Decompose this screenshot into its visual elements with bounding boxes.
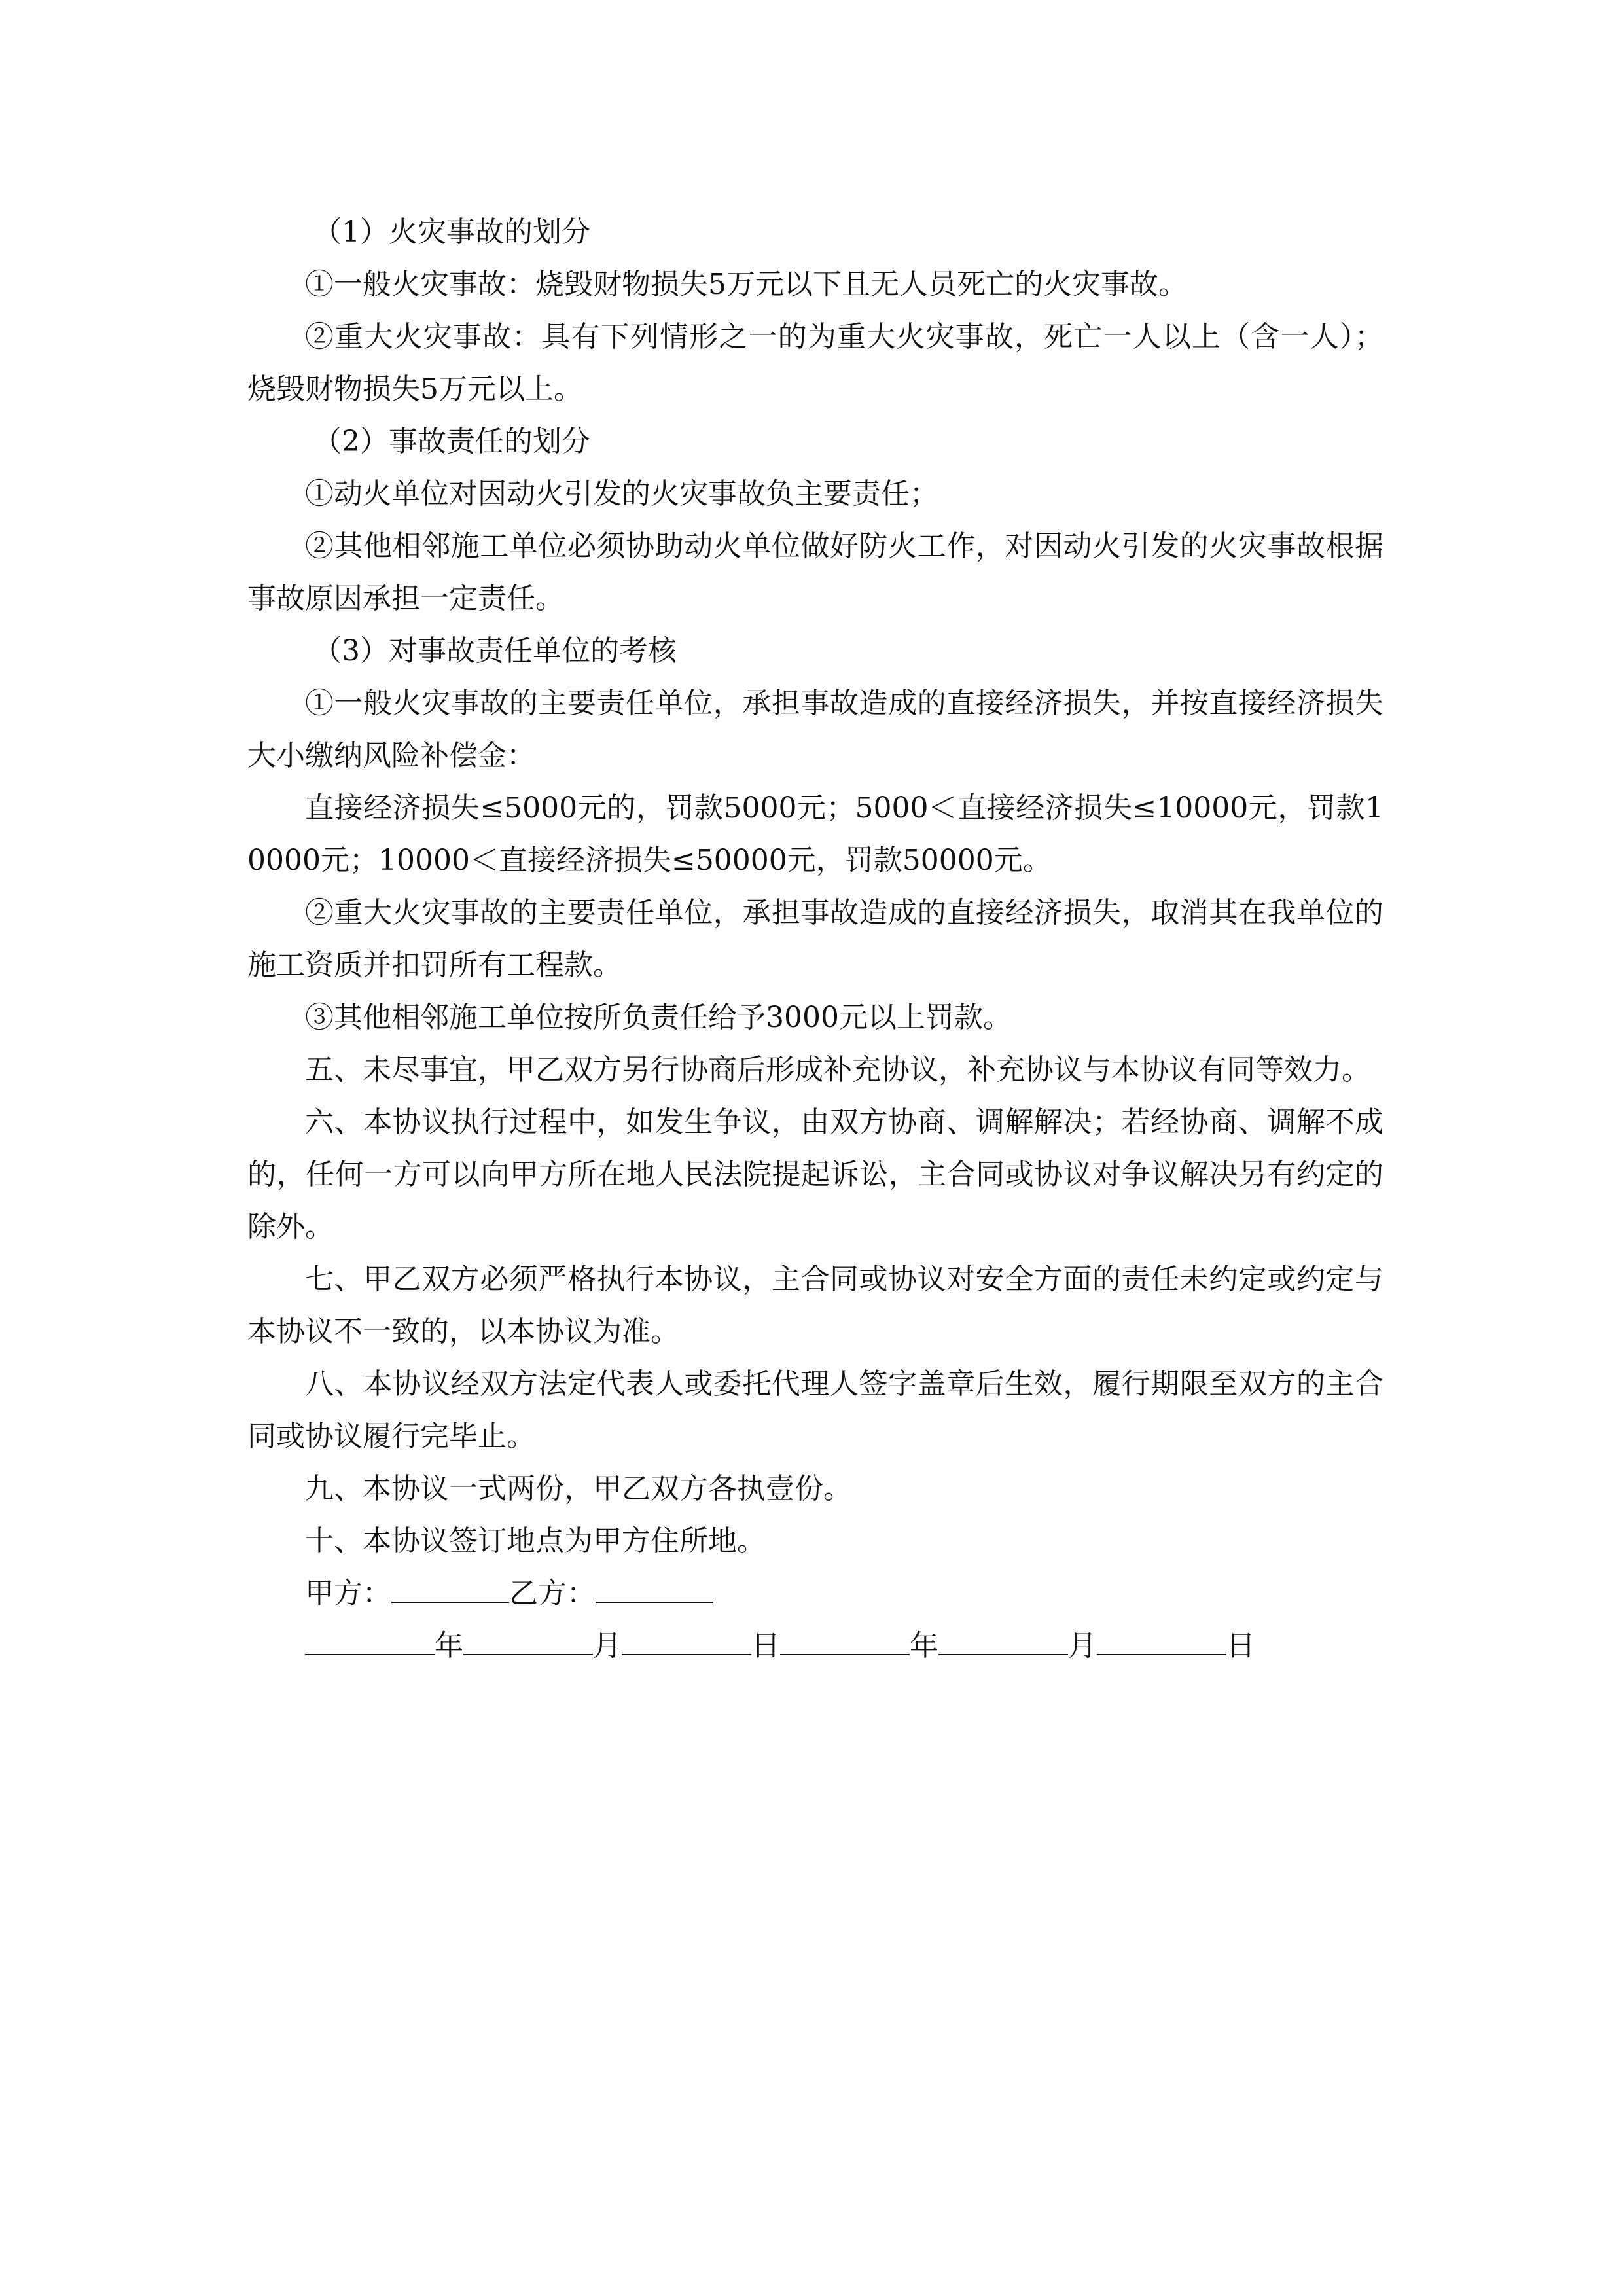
year-label: 年 <box>910 1629 938 1662</box>
clause-6: 六、本协议执行过程中，如发生争议，由双方协商、调解解决；若经协商、调解不成的，任何一方可以向甲方所在地人民法院提起诉讼，主合同或协议对争议解决另有约定的除外。 <box>247 1105 1383 1244</box>
party-a-day-blank[interactable] <box>622 1625 751 1655</box>
party-b-year-blank[interactable] <box>780 1625 910 1655</box>
party-a-label: 甲方： <box>305 1577 391 1610</box>
paragraph: ①一般火灾事故的主要责任单位，承担事故造成的直接经济损失，并按直接经济损失大小缴纳风险补偿金： <box>247 687 1383 772</box>
paragraph: ②其他相邻施工单位必须协助动火单位做好防火工作，对因动火引发的火灾事故根据事故原因承担一定责任。 <box>247 529 1383 615</box>
section-heading: （3）对事故责任单位的考核 <box>313 634 677 668</box>
clause-10: 十、本协议签订地点为甲方住所地。 <box>305 1524 766 1558</box>
year-label: 年 <box>435 1629 463 1662</box>
section-heading: （1）火灾事故的划分 <box>313 215 590 249</box>
party-b-label: 乙方： <box>509 1577 596 1610</box>
clause-8: 八、本协议经双方法定代表人或委托代理人签字盖章后生效，履行期限至双方的主合同或协议履行完毕止。 <box>247 1367 1383 1453</box>
day-label: 日 <box>1226 1629 1255 1662</box>
clause-7: 七、甲乙双方必须严格执行本协议，主合同或协议对安全方面的责任未约定或约定与本协议不一致的，以本协议为准。 <box>247 1263 1383 1348</box>
clause-5: 五、未尽事宜，甲乙双方另行协商后形成补充协议，补充协议与本协议有同等效力。 <box>305 1053 1370 1086</box>
party-b-signature-blank[interactable] <box>596 1573 713 1603</box>
document-body <box>247 206 1383 1672</box>
month-label: 月 <box>1068 1629 1097 1662</box>
party-a-year-blank[interactable] <box>305 1625 435 1655</box>
party-a-signature-blank[interactable] <box>391 1573 509 1603</box>
paragraph: 直接经济损失≤5000元的，罚款5000元；5000＜直接经济损失≤10000元，罚款10000元；10000＜直接经济损失≤50000元，罚款50000元。 <box>247 791 1383 877</box>
clause-9: 九、本协议一式两份，甲乙双方各执壹份。 <box>305 1472 852 1505</box>
party-b-day-blank[interactable] <box>1097 1625 1226 1655</box>
party-b-month-blank[interactable] <box>938 1625 1068 1655</box>
paragraph: ①动火单位对因动火引发的火灾事故负主要责任； <box>305 477 938 511</box>
signature-line <box>247 1568 1383 1620</box>
day-label: 日 <box>751 1629 780 1662</box>
paragraph: ①一般火灾事故：烧毁财物损失5万元以下且无人员死亡的火灾事故。 <box>305 268 1187 301</box>
paragraph: ②重大火灾事故的主要责任单位，承担事故造成的直接经济损失，取消其在我单位的施工资质并扣罚所有工程款。 <box>247 896 1383 982</box>
paragraph: ②重大火灾事故：具有下列情形之一的为重大火灾事故，死亡一人以上（含一人）；烧毁财物损失5万元以上。 <box>247 320 1383 406</box>
month-label: 月 <box>593 1629 622 1662</box>
section-heading: （2）事故责任的划分 <box>313 425 590 458</box>
party-a-month-blank[interactable] <box>463 1625 593 1655</box>
date-line <box>247 1620 1383 1672</box>
paragraph: ③其他相邻施工单位按所负责任给予3000元以上罚款。 <box>305 1001 1012 1034</box>
